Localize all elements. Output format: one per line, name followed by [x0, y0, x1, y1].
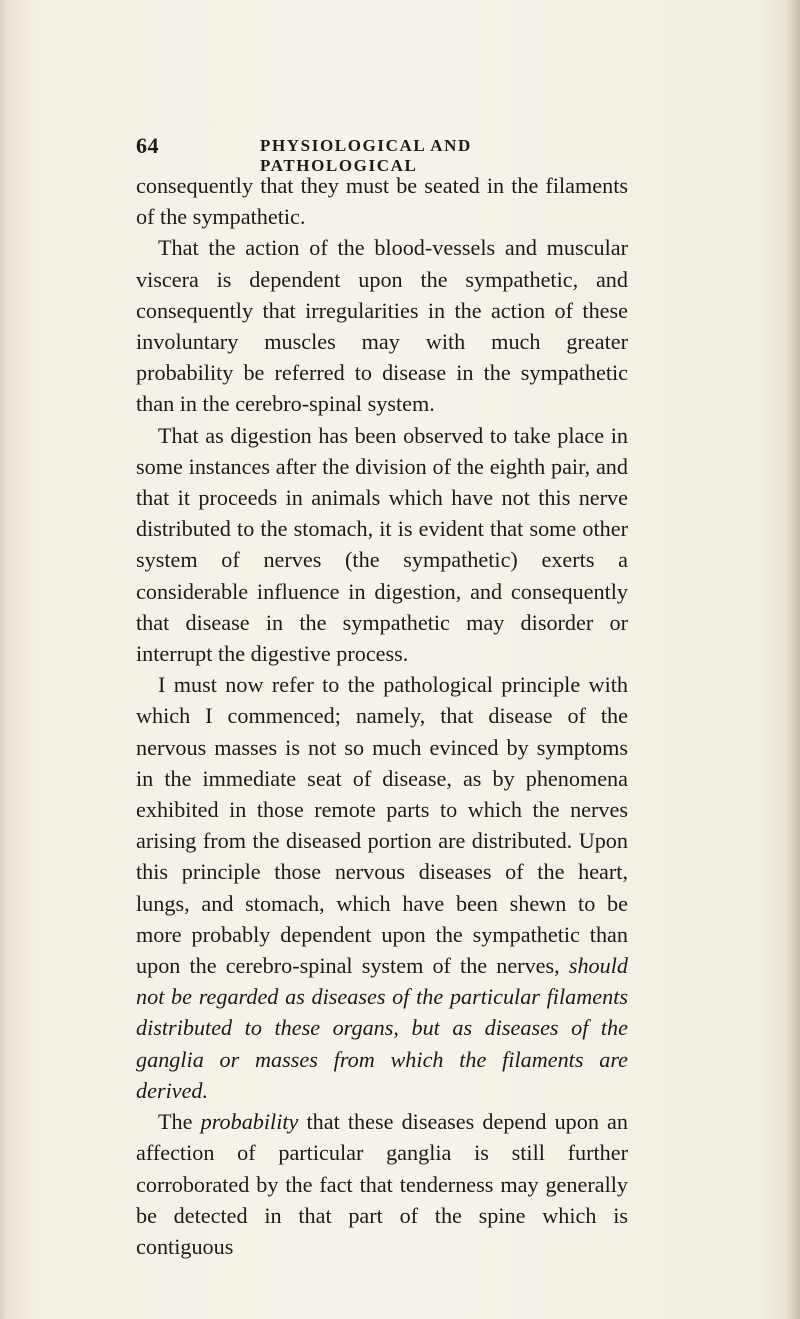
running-head — [136, 133, 628, 175]
paragraph-1: consequently that they must be seated in the filaments of the sympathetic. — [136, 173, 628, 230]
page-edge-shadow — [786, 0, 800, 1319]
paragraph-3: That as digestion has been observed to take place in some instances after the division of the eighth pair, and that it proceeds in animals which have not this nerve distributed to the stomach, it is evident that some other system of nerves (the sympathetic) exerts a considerable influence in digestion, and consequently that disease in the sympathetic may disorder or interrupt the digestive process. — [136, 422, 628, 667]
paragraph-4-separator: , — [393, 1015, 412, 1041]
paragraph-4-italic-2: but as diseases of the ganglia or masses from which the filaments are derived. — [136, 1015, 628, 1103]
body-text — [136, 170, 628, 1262]
paragraph-5-text: that these diseases depend upon an affection of particular ganglia is still further corroborated by the fact that tenderness may generally be detected in that part of the spine which is contiguous — [136, 1109, 629, 1259]
paragraph-5-lead: The — [158, 1109, 201, 1135]
page-number: 64 — [136, 133, 159, 158]
paragraph-2: That the action of the blood-vessels and muscular viscera is dependent upon the sympathetic, and consequently that irregularities in the action of these involuntary muscles may with much greater probability be referred to disease in the sympathetic than in the cerebro-spinal system. — [136, 235, 628, 417]
paragraph-5 — [136, 1106, 628, 1262]
paragraph-4-text: I must now refer to the pathological principle with which I commenced; namely, that disease of the nervous masses is not so much evinced by symptoms in the immediate seat of disease, as by phenomena exhibited in those remote parts to which the nerves arising from the diseased portion are distributed. Upon this principle those nervous diseases of the heart, lungs, and stomach, which have been shewn to be more probably dependent upon the sympathetic than upon the cerebro-spinal system of the nerves, — [136, 672, 628, 979]
paragraph-4 — [136, 669, 628, 1106]
paragraph-5-italic: probability — [200, 1109, 299, 1135]
page-gutter-shadow — [0, 0, 8, 1319]
running-head-title: PHYSIOLOGICAL AND PATHOLOGICAL — [260, 136, 472, 175]
paragraph-4-italic-1: should not be regarded as diseases of the particular filaments distributed to these organs — [136, 953, 628, 1041]
